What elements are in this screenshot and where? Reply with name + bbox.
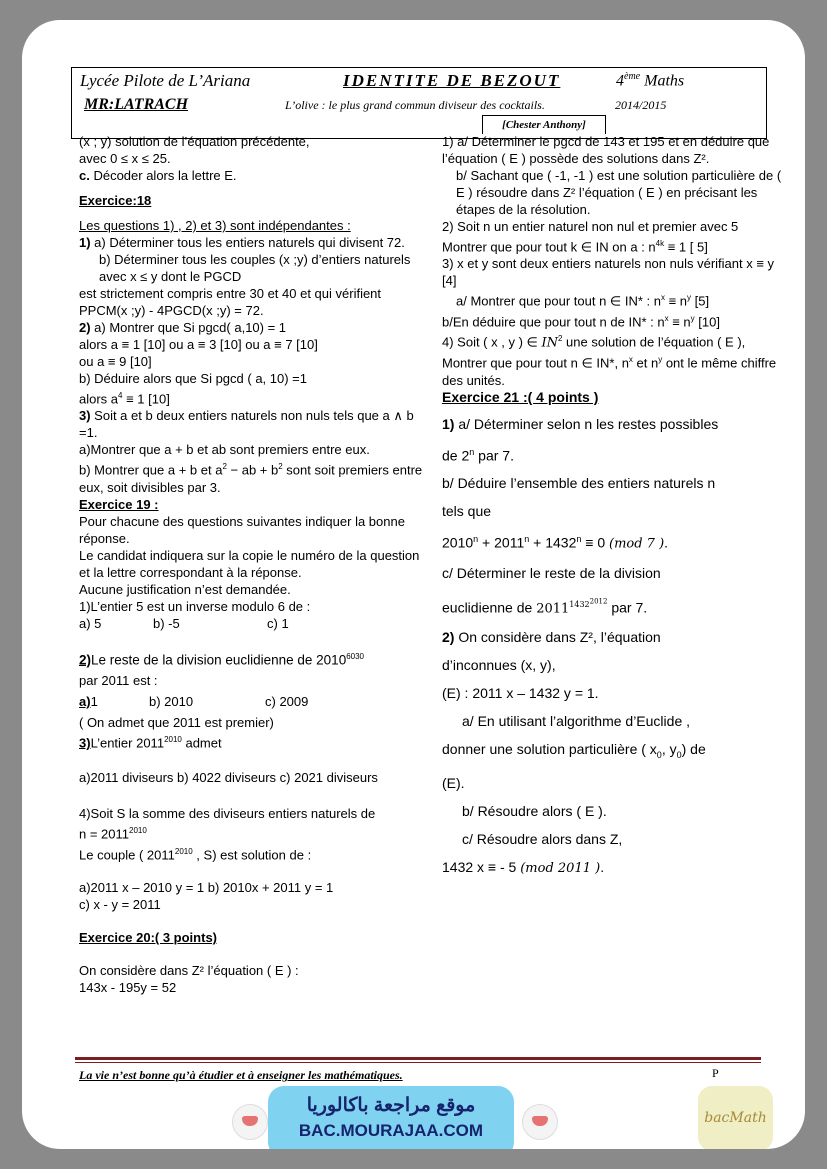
site-banner-link[interactable] bbox=[268, 1086, 514, 1149]
exercise-21-body bbox=[442, 410, 782, 883]
school-name: Lycée Pilote de L’Ariana bbox=[80, 71, 251, 90]
question: Montrer que pour tout n ∈ IN*, $n^x$ et $n^y$ ont le même chiffre des unités. bbox=[442, 355, 777, 388]
question: 1) a/ Déterminer selon n les restes possibles bbox=[442, 415, 719, 432]
question: b) Montrer que a + b et $a^2$ − ab + $b^2$ sont soit premiers entre eux, soit divisibles par 3. bbox=[79, 462, 423, 495]
question: c/ Déterminer le reste de la division bbox=[442, 564, 661, 581]
exercise-18-intro: Les questions 1) , 2) et 3) sont indépendantes : bbox=[79, 218, 351, 233]
school-year: 2014/2015 bbox=[615, 98, 667, 112]
exercise-20-title: Exercice 20:( 3 points) bbox=[79, 930, 217, 946]
right-column bbox=[442, 133, 782, 883]
question: a/ Montrer que pour tout n ∈ IN* : $n^x \equiv n^y$ [5] bbox=[456, 293, 710, 309]
question: 2) a) Montrer que Si pgcd( a,10) = 1 bbox=[79, 320, 287, 335]
footer-divider-thin bbox=[75, 1062, 761, 1063]
question: $2010^n + 2011^n + 1432^n \equiv 0$ (mod 7 ). bbox=[442, 534, 669, 552]
site-logo-icon bbox=[232, 1104, 268, 1140]
author-name: MR:LATRACH bbox=[84, 96, 189, 113]
quote-citation: [Chester Anthony] bbox=[482, 115, 606, 134]
question: 3) x et y sont deux entiers naturels non nuls vérifiant x ≡ y [4] bbox=[442, 256, 775, 289]
text-line: Pour chacune des questions suivantes indiquer la bonne réponse. bbox=[79, 513, 405, 546]
class-level: 4ème Maths bbox=[616, 71, 685, 90]
site-logo-icon bbox=[522, 1104, 558, 1140]
question: (E). bbox=[442, 775, 465, 792]
answer-options: a) 5 b) -5 c) 1 bbox=[79, 615, 289, 631]
bacmath-logo: bacMath bbox=[698, 1086, 773, 1149]
document-title: IDENTITE DE BEZOUT bbox=[343, 71, 561, 90]
question: 1) a) Déterminer tous les entiers naturels qui divisent 72. bbox=[79, 235, 405, 250]
exercise-18-title: Exercice:18 bbox=[79, 193, 152, 208]
question: a)Montrer que a + b et ab sont premiers entre eux. bbox=[79, 442, 370, 458]
page bbox=[22, 20, 805, 1149]
text-line: On considère dans Z² l’équation ( E ) : bbox=[79, 963, 299, 979]
text-line: (x ; y) solution de l’équation précédente, bbox=[79, 134, 310, 149]
banner-arabic-text: موقع مراجعة باكالوريا bbox=[306, 1095, 476, 1116]
answer-options: a)2011 diviseurs b) 4022 diviseurs c) 2021 diviseurs bbox=[79, 770, 378, 786]
question: alors $a^4 \equiv 1$ [10] bbox=[79, 391, 170, 407]
question: Le couple ( $2011^{2010}$ , S) est solution de : bbox=[79, 846, 312, 863]
exercise-19-title: Exercice 19 : bbox=[79, 496, 159, 512]
question: donner une solution particulière ( $x_0$, $y_0$) de bbox=[442, 741, 706, 761]
header-box bbox=[71, 67, 767, 139]
question: Montrer que pour tout k ∈ IN on a : $n^{4k} \equiv 1$ [ 5] bbox=[442, 239, 708, 255]
question: alors a ≡ 1 [10] ou a ≡ 3 [10] ou a ≡ 7 [10] bbox=[79, 337, 318, 352]
question: b/En déduire que pour tout n de IN* : $n^x \equiv n^y$ [10] bbox=[442, 313, 720, 329]
question: d’inconnues (x, y), bbox=[442, 657, 556, 674]
exercise-21-title: Exercice 21 :( 4 points ) bbox=[442, 388, 599, 405]
question: tels que bbox=[442, 503, 492, 520]
question: 2)Le reste de la division euclidienne de $2010^{6030}$ bbox=[79, 651, 364, 668]
question: 4)Soit S la somme des diviseurs entiers naturels de bbox=[79, 806, 376, 822]
question: b/ Résoudre alors ( E ). bbox=[462, 803, 607, 820]
text-line: avec 0 ≤ x ≤ 25. bbox=[79, 151, 171, 166]
question: a/ En utilisant l’algorithme d’Euclide , bbox=[462, 713, 691, 730]
question: c/ Résoudre alors dans Z, bbox=[462, 831, 623, 848]
question: 1)L’entier 5 est un inverse modulo 6 de : bbox=[79, 598, 311, 614]
question: 1432 x ≡ - 5 (mod 2011 ). bbox=[442, 859, 605, 877]
question: $n = 2011^{2010}$ bbox=[79, 826, 147, 842]
question: b/ Déduire l’ensemble des entiers naturels n bbox=[442, 475, 716, 492]
question: 1) a/ Déterminer le pgcd de 143 et 195 et en déduire que l’équation ( E ) possède des solutions dans Z². bbox=[442, 134, 770, 166]
left-column bbox=[79, 133, 424, 996]
page-number: P bbox=[712, 1066, 719, 1080]
footer-divider bbox=[75, 1057, 761, 1060]
question: euclidienne de $2011^{1432^{2012}}$ par 7. bbox=[442, 596, 648, 617]
question: est strictement compris entre 30 et 40 et qui vérifient PPCM(x ;y) - 4PGCD(x ;y) = 72. bbox=[79, 286, 382, 318]
answer-options: a)1 b) 2010 c) 2009 bbox=[79, 694, 309, 710]
answer-options: c) x - y = 2011 bbox=[79, 897, 161, 913]
text-line: Aucune justification n’est demandée. bbox=[79, 581, 291, 597]
header-quote: L’olive : le plus grand commun diviseur des cocktails. bbox=[285, 98, 545, 112]
question: b) Déduire alors que Si pgcd ( a, 10) =1 bbox=[79, 371, 307, 386]
question: b) Déterminer tous les couples (x ;y) d’entiers naturels avec x ≤ y dont le PGCD bbox=[99, 252, 411, 284]
text-line: Le candidat indiquera sur la copie le numéro de la question et la lettre correspondant à la réponse. bbox=[79, 547, 420, 580]
question: 2) On considère dans Z², l’équation bbox=[442, 629, 661, 646]
note: ( On admet que 2011 est premier) bbox=[79, 715, 274, 731]
footer-motto: La vie n’est bonne qu’à étudier et à enseigner les mathématiques. bbox=[79, 1068, 403, 1082]
text-line: 143x - 195y = 52 bbox=[79, 980, 177, 996]
question: 3)L’entier $2011^{2010}$ admet bbox=[79, 735, 222, 751]
question: (E) : 2011 x – 1432 y = 1. bbox=[442, 685, 599, 702]
question: 4) Soit ( x , y ) ∈ $IN^2$ une solution de l’équation ( E ), bbox=[442, 333, 746, 351]
question: de 2$^n$ par 7. bbox=[442, 446, 514, 464]
question: 2) Soit n un entier naturel non nul et premier avec 5 bbox=[442, 219, 739, 234]
question: par 2011 est : bbox=[79, 673, 158, 689]
banner-url-text: BAC.MOURAJAA.COM bbox=[298, 1121, 484, 1140]
question: b/ Sachant que ( -1, -1 ) est une solution particulière de ( E ) résoudre dans Z² l’équation ( E ) en précisant les étapes de la résolution. bbox=[456, 168, 782, 217]
answer-options: a)2011 x – 2010 y = 1 b) 2010x + 2011 y = 1 bbox=[79, 880, 334, 896]
question: ou a ≡ 9 [10] bbox=[79, 354, 152, 369]
text-line: c. Décoder alors la lettre E. bbox=[79, 168, 237, 183]
question: 3) Soit a et b deux entiers naturels non nuls tels que a ∧ b =1. bbox=[79, 408, 414, 441]
